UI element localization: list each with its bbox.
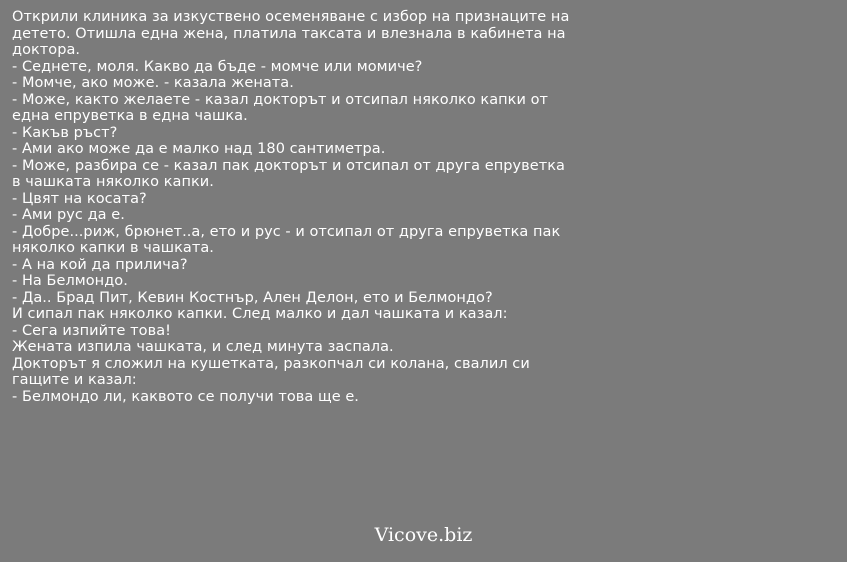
joke-line: - Ами ако може да е малко над 180 сантиметра. xyxy=(12,141,386,157)
joke-line: - Може, разбира се - казал пак докторът и отсипал от друга епруветка xyxy=(12,157,565,174)
site-watermark: Vicove.biz xyxy=(374,524,473,546)
joke-line: - Цвят на косата? xyxy=(12,190,147,207)
joke-line: - На Белмондо. xyxy=(12,273,128,289)
joke-line: И сипал пак няколко капки. След малко и дал чашката и казал: xyxy=(12,306,508,322)
joke-line: - Да.. Брад Пит, Кевин Костнър, Ален Делон, ето и Белмондо? xyxy=(12,289,493,306)
joke-line: гащите и казал: xyxy=(12,372,137,388)
joke-text xyxy=(12,9,842,405)
joke-line: - Добре...риж, брюнет..а, ето и рус - и отсипал от друга епруветка пак xyxy=(12,223,561,240)
joke-line: - Сега изпийте това! xyxy=(12,322,171,339)
joke-line: няколко капки в чашката. xyxy=(12,240,214,256)
joke-line: - Седнете, моля. Какво да бъде - момче или момиче? xyxy=(12,58,423,75)
joke-line: - Може, както желаете - казал докторът и отсипал няколко капки от xyxy=(12,91,549,108)
joke-line: - Белмондо ли, каквото се получи това ще е. xyxy=(12,388,359,405)
joke-line: Открили клиника за изкуствено осеменяване с избор на признаците на xyxy=(12,9,570,25)
joke-line: Докторът я сложил на кушетката, разкопчал си колана, свалил си xyxy=(12,355,530,372)
joke-line: в чашката няколко капки. xyxy=(12,174,214,190)
joke-line: доктора. xyxy=(12,42,81,58)
joke-line: Жената изпила чашката, и след минута заспала. xyxy=(12,339,394,355)
joke-line: детето. Отишла една жена, платила таксата и влезнала в кабинета на xyxy=(12,25,566,42)
joke-line: - Момче, ако може. - казала жената. xyxy=(12,75,294,91)
joke-line: една епруветка в една чашка. xyxy=(12,108,248,124)
joke-line: - Ами рус да е. xyxy=(12,207,125,223)
joke-line: - А на кой да прилича? xyxy=(12,256,188,273)
joke-line: - Какъв ръст? xyxy=(12,124,118,141)
